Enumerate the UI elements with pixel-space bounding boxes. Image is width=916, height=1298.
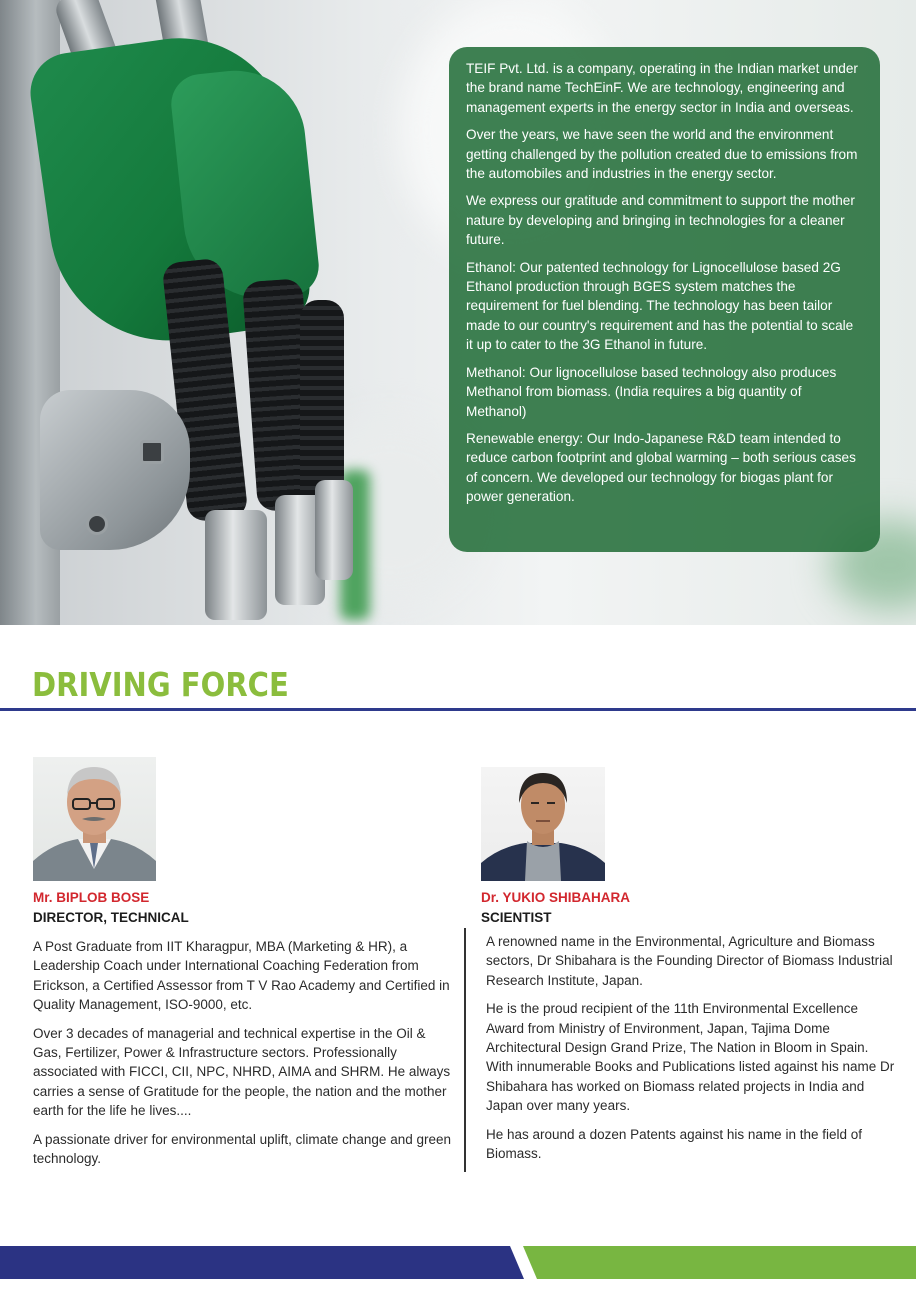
nozzle-grip <box>300 300 344 510</box>
pump-bracket <box>40 390 190 550</box>
intro-paragraph: We express our gratitude and commitment to support the mother nature by developing and bringing in technologies for a cleaner future. <box>466 193 855 248</box>
hero-fuel-pump-photo <box>0 0 916 625</box>
bio-paragraph: A renowned name in the Environmental, Agriculture and Biomass sectors, Dr Shibahara is the Founding Director of Biomass Industrial Research Institute, Japan. <box>486 934 893 988</box>
person-name: Mr. BIPLOB BOSE <box>33 890 150 905</box>
person-role: DIRECTOR, TECHNICAL <box>33 910 189 925</box>
section-title: DRIVING FORCE <box>32 665 289 704</box>
bio-paragraph: He has around a dozen Patents against his name in the field of Biomass. <box>486 1126 862 1162</box>
bio-paragraph: A Post Graduate from IIT Kharagpur, MBA (Marketing & HR), a Leadership Coach under International Coaching Federation from Erickson, a Certified Assessor from T V Rao Academy and Certified in Quality Management, ISO-9000, etc. <box>33 939 450 1013</box>
intro-paragraph: Renewable energy: Our Indo-Japanese R&D team intended to reduce carbon footprint and global warming – both serious cases of concern. We developed our technology for biogas plant for power generation. <box>466 430 856 505</box>
person-name: Dr. YUKIO SHIBAHARA <box>481 890 631 905</box>
bio-paragraph: He is the proud recipient of the 11th Environmental Excellence Award from Ministry of Environment, Japan, Tajima Dome Architectural Design Grand Prize, The Nation in Bloom in Spain. With innumerable Books and Publications listed against his name Dr Shibahara has worked on Biomass related projects in India and Japan over many years. <box>486 1001 895 1114</box>
portrait-photo-yukio-shibahara <box>481 767 605 881</box>
intro-paragraph: Methanol: Our lignocellulose based technology also produces Methanol from biomass. (India requires a big quantity of Methanol) <box>466 364 837 419</box>
nozzle-collar <box>315 480 353 580</box>
intro-paragraph: Ethanol: Our patented technology for Lignocellulose based 2G Ethanol production through BGES system matches the requirement for fuel blending. The technology has been tailor made to our country's requirement and has the potential to scale it up to cater to the 3G Ethanol in future. <box>466 259 854 353</box>
section-divider <box>0 708 916 711</box>
person-role: SCIENTIST <box>481 910 552 925</box>
intro-paragraph: Over the years, we have seen the world and the environment getting challenged by the pollution created due to emissions from the automobiles and industries in the energy sector. <box>466 127 858 182</box>
portrait-illustration <box>33 757 156 881</box>
latch <box>140 440 164 464</box>
person-bio <box>33 937 451 1177</box>
portrait-photo-biplob-bose <box>33 757 156 881</box>
intro-text-box <box>449 47 880 552</box>
bolt <box>86 513 108 535</box>
bio-paragraph: A passionate driver for environmental uplift, climate change and green technology. <box>33 1131 451 1167</box>
portrait-illustration <box>481 767 605 881</box>
person-bio <box>464 928 896 1172</box>
bio-paragraph: Over 3 decades of managerial and technical expertise in the Oil & Gas, Fertilizer, Power & Infrastructure sectors. Professionally associated with FICCI, CII, NPC, NHRD, AIMA and SHRM. He always carries a sense of Gratitude for the people, the nation and the mother earth for the life he lives.... <box>33 1025 451 1119</box>
intro-paragraph: TEIF Pvt. Ltd. is a company, operating in the Indian market under the brand name TechEinF. We are technology, engineering and management experts in the energy sector in India and overseas. <box>466 61 858 115</box>
footer-band-green <box>523 1246 916 1279</box>
nozzle-collar <box>205 510 267 620</box>
